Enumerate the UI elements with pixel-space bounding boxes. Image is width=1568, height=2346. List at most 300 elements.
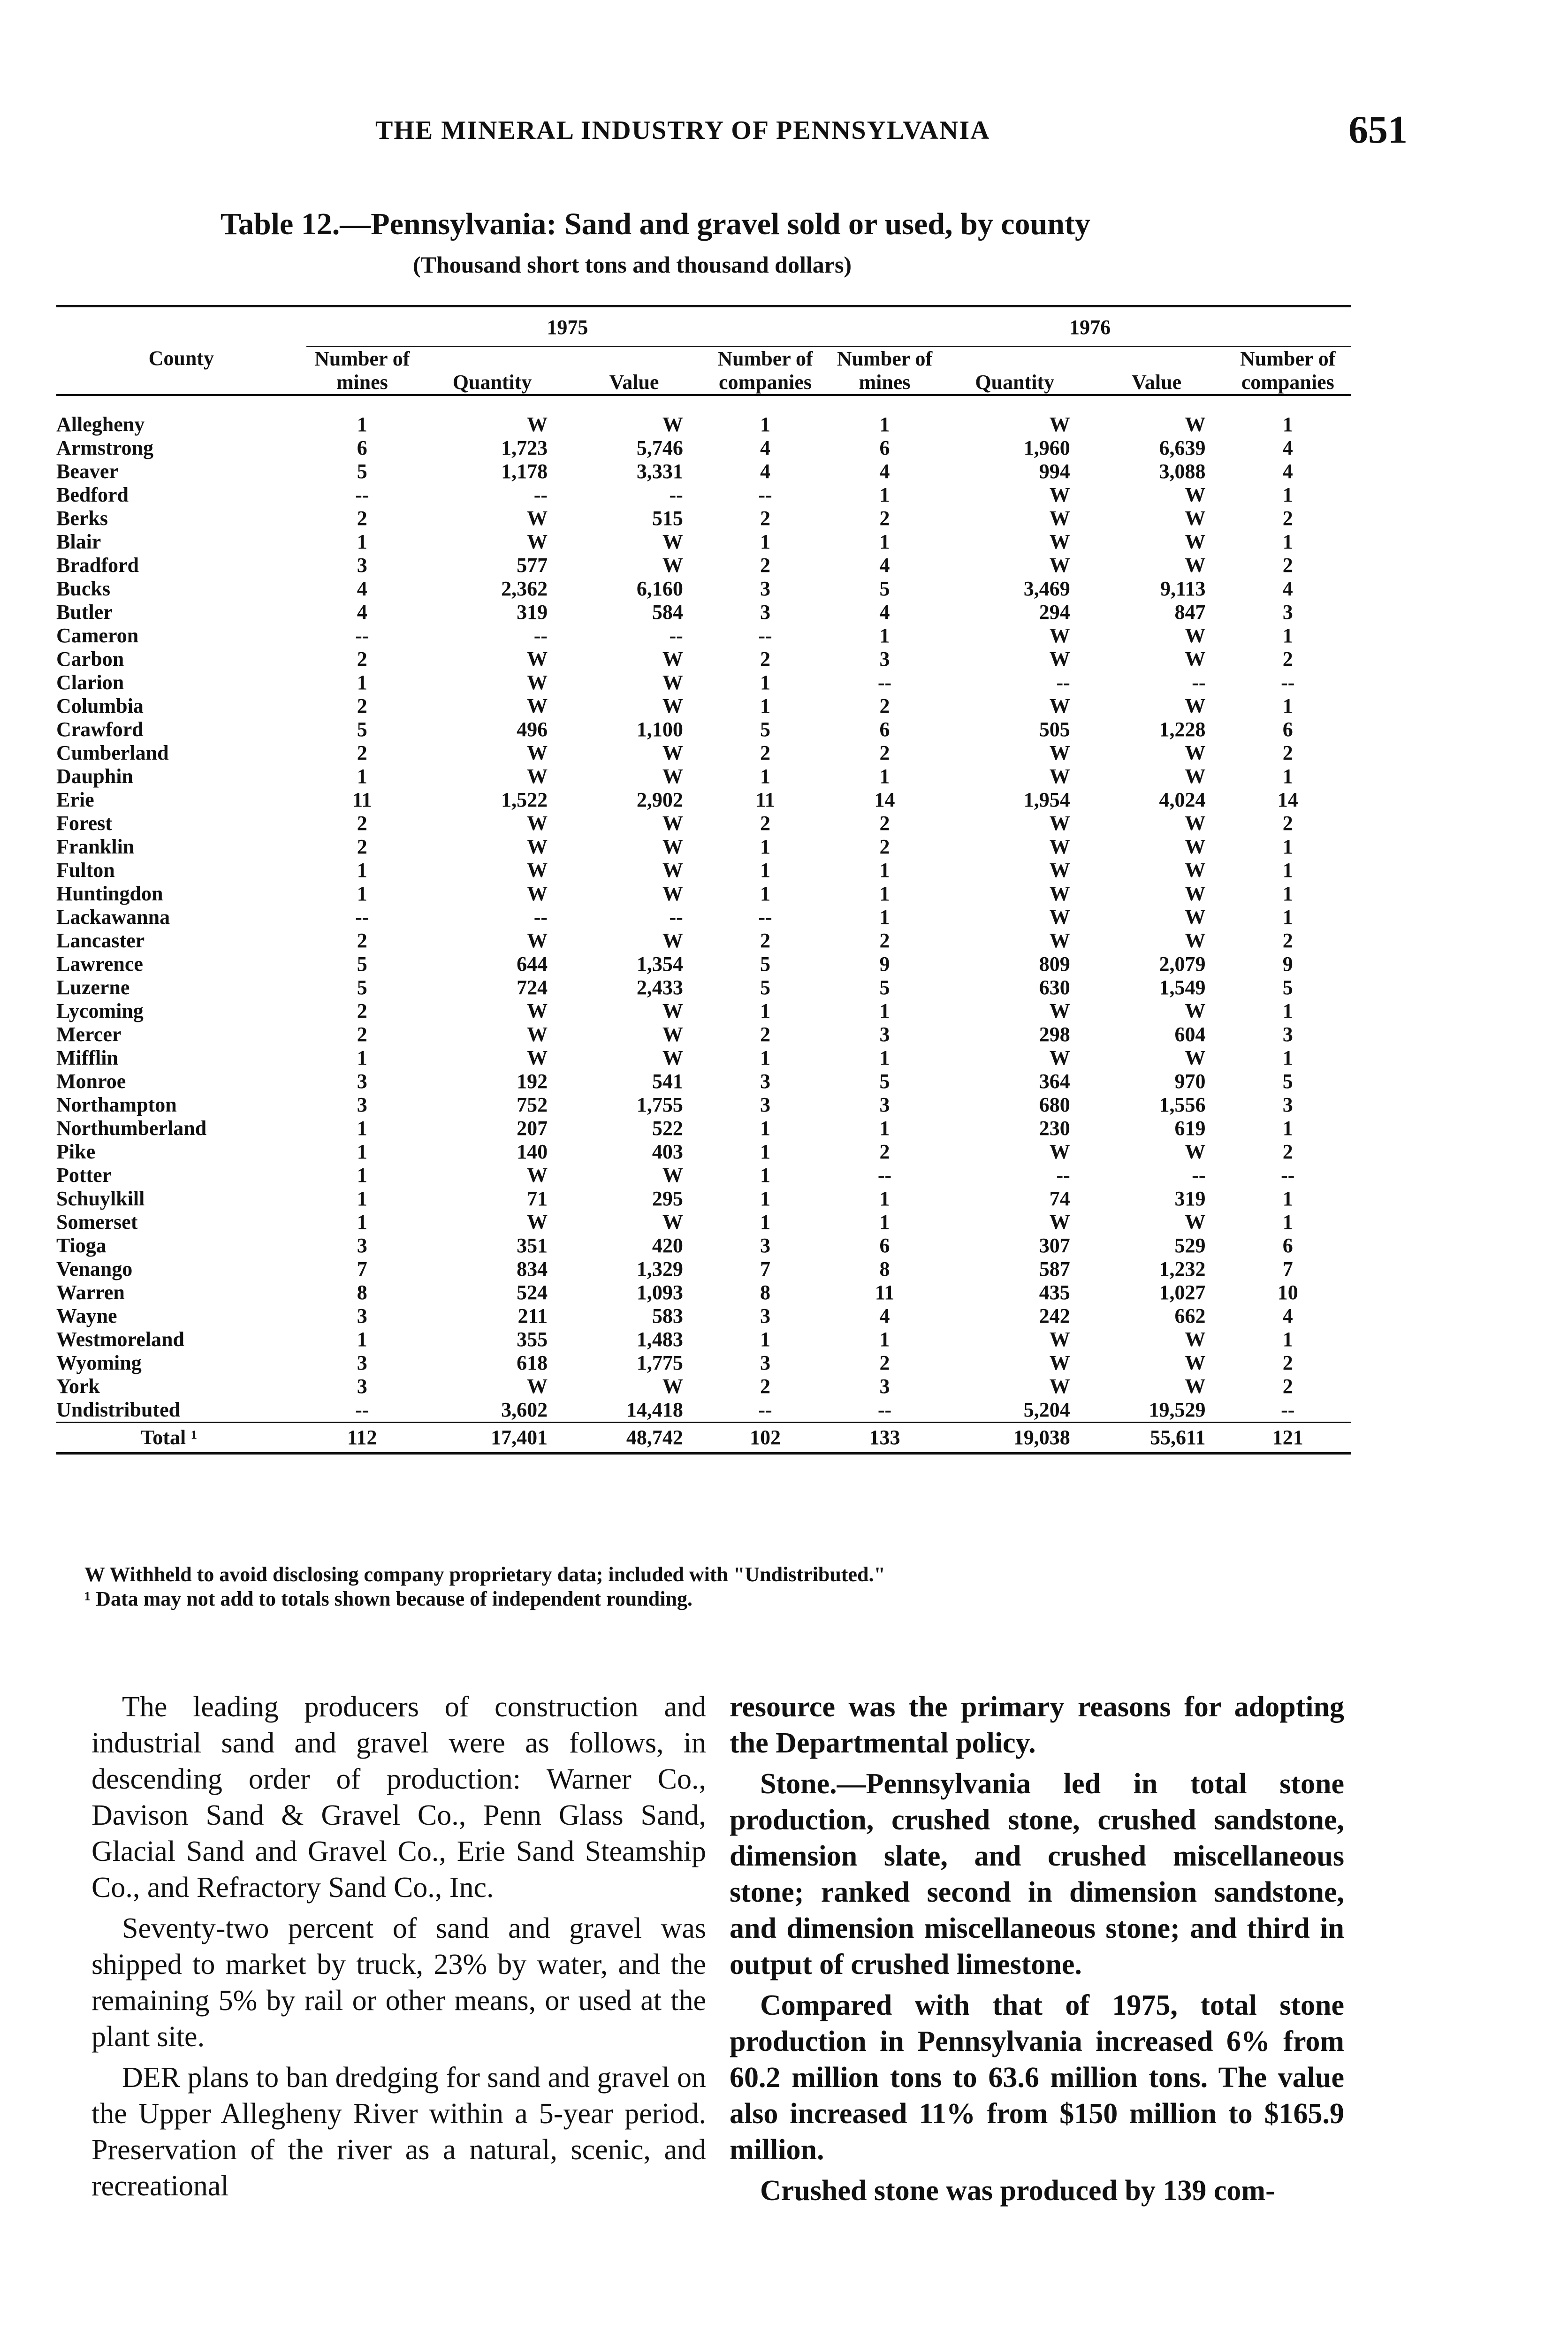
table-cell: 2	[1282, 647, 1293, 670]
quantity-1975-header: Quantity	[452, 371, 532, 394]
table-cell: 618	[517, 1351, 548, 1374]
table-cell: 724	[517, 976, 548, 999]
table-cell: 19,529	[1149, 1398, 1206, 1421]
county-name: Butler	[56, 601, 113, 624]
table-row	[56, 1257, 1351, 1281]
table-cell: 192	[517, 1070, 548, 1093]
table-cell: W	[1185, 554, 1206, 577]
table-cell: W	[1185, 906, 1206, 929]
table-row	[56, 554, 1351, 577]
county-name: Lackawanna	[56, 906, 170, 929]
table-cell: 1	[357, 1140, 367, 1163]
companies-1975-header: Number of companies	[717, 347, 813, 394]
table-cell: W	[662, 1023, 683, 1046]
table-cell: W	[527, 694, 548, 717]
table-cell: 1	[1282, 882, 1293, 905]
table-cell: 1	[760, 882, 771, 905]
table-cell: 5	[760, 976, 771, 999]
table-cell: 242	[1039, 1304, 1070, 1327]
table-cell: 1	[357, 859, 367, 882]
county-name: Bucks	[56, 577, 110, 600]
table-cell: 5	[760, 952, 771, 975]
table-cell: 2	[760, 929, 771, 952]
table-cell: W	[662, 1164, 683, 1187]
table-cell: 4,024	[1159, 788, 1206, 811]
table-row	[56, 1046, 1351, 1070]
table-cell: --	[877, 1164, 892, 1187]
county-name: Somerset	[56, 1211, 138, 1234]
table-row	[56, 1140, 1351, 1164]
table-cell: 2	[1282, 741, 1293, 764]
table-cell: 1	[760, 765, 771, 788]
table-cell: 5	[357, 952, 367, 975]
table-cell: 2	[760, 647, 771, 670]
table-cell: W	[1185, 694, 1206, 717]
table-cell: 1	[760, 530, 771, 553]
table-row	[56, 1211, 1351, 1234]
table-cell: 6,639	[1159, 436, 1206, 459]
county-name: Carbon	[56, 647, 124, 670]
table-cell: 662	[1174, 1304, 1206, 1327]
table-row	[56, 788, 1351, 812]
table-cell: 5	[879, 976, 890, 999]
table-cell: 5	[357, 460, 367, 483]
total-cell: 19,038	[941, 1423, 1089, 1454]
table-row	[56, 1234, 1351, 1257]
table-cell: W	[1049, 882, 1070, 905]
table-cell: 3	[760, 601, 771, 624]
table-cell: 505	[1039, 718, 1070, 741]
table-cell: 1	[760, 1140, 771, 1163]
body-paragraph: resource was the primary reasons for adopting the Departmental policy.	[730, 1691, 1344, 1759]
table-cell: 3	[1282, 1093, 1293, 1116]
table-cell: 4	[879, 1304, 890, 1327]
table-cell: 515	[652, 507, 683, 530]
table-cell: 2	[879, 929, 890, 952]
table-cell: 604	[1174, 1023, 1206, 1046]
table-row	[56, 483, 1351, 507]
table-cell: W	[662, 859, 683, 882]
county-name: Undistributed	[56, 1398, 181, 1421]
table-cell: --	[1056, 671, 1070, 694]
table-cell: --	[1192, 1164, 1206, 1187]
county-name: Mifflin	[56, 1046, 118, 1069]
table-cell: --	[758, 906, 772, 929]
table-cell: W	[1049, 741, 1070, 764]
table-cell: W	[662, 530, 683, 553]
table-row	[56, 812, 1351, 835]
table-cell: --	[1281, 1164, 1295, 1187]
table-cell: W	[662, 671, 683, 694]
table-cell: 2	[357, 999, 367, 1022]
table-cell: 4	[1282, 1304, 1293, 1327]
table-cell: 1	[1282, 1328, 1293, 1351]
table-cell: 1,960	[1023, 436, 1070, 459]
table-cell: --	[669, 624, 683, 647]
county-name: Northumberland	[56, 1117, 207, 1140]
table-cell: W	[1049, 554, 1070, 577]
section-text: —Pennsylvania led in total stone production, crushed stone, crushed sandstone, dimension slate, and crushed miscellaneous stone; ranked second in dimension sandstone, and dimension miscellaneous stone; and third in output of crushed limestone.	[730, 1768, 1344, 1980]
total-cell: 55,611	[1089, 1423, 1225, 1454]
table-cell: 3	[879, 1093, 890, 1116]
table-cell: 587	[1039, 1257, 1070, 1280]
table-cell: 211	[518, 1304, 548, 1327]
table-row	[56, 882, 1351, 906]
table-cell: 2	[760, 507, 771, 530]
body-column-right	[730, 1689, 1344, 2214]
table-cell: 307	[1039, 1234, 1070, 1257]
table-cell: W	[1049, 507, 1070, 530]
county-name: Beaver	[56, 460, 118, 483]
table-cell: 3	[357, 1093, 367, 1116]
county-name: Wayne	[56, 1304, 117, 1327]
table-cell: 2	[357, 812, 367, 835]
table-cell: W	[1185, 1351, 1206, 1374]
table-cell: 207	[517, 1117, 548, 1140]
table-cell: 1,178	[501, 460, 548, 483]
table-cell: 1	[760, 835, 771, 858]
table-row	[56, 694, 1351, 718]
footnote-1: ¹ Data may not add to totals shown because of independent rounding.	[84, 1587, 693, 1610]
table-cell: 752	[517, 1093, 548, 1116]
table-cell: --	[533, 906, 548, 929]
total-label: Total ¹	[56, 1423, 306, 1454]
table-cell: 3	[879, 647, 890, 670]
table-row	[56, 1351, 1351, 1375]
table-cell: 230	[1039, 1117, 1070, 1140]
county-name: Berks	[56, 507, 108, 530]
table-row	[56, 1117, 1351, 1140]
table-cell: --	[533, 483, 548, 506]
table-cell: 630	[1039, 976, 1070, 999]
table-cell: 6	[879, 718, 890, 741]
table-cell: 3,331	[636, 460, 683, 483]
table-cell: W	[1185, 882, 1206, 905]
table-cell: W	[1185, 1375, 1206, 1398]
table-row	[56, 1070, 1351, 1093]
table-cell: 1	[879, 624, 890, 647]
table-cell: 680	[1039, 1093, 1070, 1116]
table-cell: 4	[1282, 460, 1293, 483]
table-cell: 847	[1174, 601, 1206, 624]
table-cell: --	[758, 624, 772, 647]
table-cell: 74	[1049, 1187, 1070, 1210]
year-1975-header: 1975	[306, 306, 829, 347]
table-cell: 6	[357, 436, 367, 459]
table-cell: 2	[760, 741, 771, 764]
table-cell: 364	[1039, 1070, 1070, 1093]
table-cell: 1	[879, 1211, 890, 1234]
table-cell: W	[1049, 530, 1070, 553]
table-cell: --	[355, 483, 369, 506]
table-cell: W	[1049, 624, 1070, 647]
county-name: Tioga	[56, 1234, 107, 1257]
county-name: York	[56, 1375, 100, 1398]
county-name: Erie	[56, 788, 94, 811]
table-cell: 1	[357, 1117, 367, 1140]
table-cell: 6	[1282, 1234, 1293, 1257]
table-cell: 3	[357, 1375, 367, 1398]
body-paragraph: The leading producers of construction and industrial sand and gravel were as follows, in descending order of production: Warner Co., Davison Sand & Gravel Co., Penn Glass Sand, Glacial Sand and Gravel Co., Erie Sand Steamship Co., and Refractory Sand Co., Inc.	[91, 1691, 706, 1904]
county-name: Northampton	[56, 1093, 177, 1116]
table-cell: 2	[879, 507, 890, 530]
table-cell: 403	[652, 1140, 683, 1163]
county-name: Pike	[56, 1140, 96, 1163]
table-cell: W	[1185, 999, 1206, 1022]
table-cell: 3	[357, 1351, 367, 1374]
table-cell: W	[1049, 1351, 1070, 1374]
table-row	[56, 507, 1351, 530]
table-cell: W	[662, 929, 683, 952]
table-cell: W	[527, 1375, 548, 1398]
table-cell: W	[662, 812, 683, 835]
table-cell: 4	[879, 554, 890, 577]
table-cell: W	[527, 507, 548, 530]
county-name: Mercer	[56, 1023, 122, 1046]
table-row	[56, 460, 1351, 483]
table-cell: 351	[517, 1234, 548, 1257]
table-cell: 294	[1039, 601, 1070, 624]
table-cell: W	[527, 530, 548, 553]
total-cell: 102	[702, 1423, 829, 1454]
table-cell: 2	[760, 1023, 771, 1046]
companies-1976-header: Number of companies	[1240, 347, 1336, 394]
table-cell: 1,329	[636, 1257, 683, 1280]
table-cell: W	[1049, 906, 1070, 929]
county-name: Forest	[56, 812, 112, 835]
table-cell: 2	[1282, 1351, 1293, 1374]
table-cell: 2	[357, 929, 367, 952]
table-cell: 1	[1282, 1211, 1293, 1234]
quantity-1976-header: Quantity	[975, 371, 1055, 394]
table-cell: 2	[357, 694, 367, 717]
table-cell: W	[662, 999, 683, 1022]
table-cell: --	[355, 1398, 369, 1421]
table-row	[56, 1187, 1351, 1211]
value-1975-header: Value	[609, 371, 659, 394]
table-cell: 1	[357, 765, 367, 788]
table-cell: 1	[760, 1046, 771, 1069]
table-cell: 1	[1282, 694, 1293, 717]
table-cell: --	[355, 624, 369, 647]
table-cell: 970	[1174, 1070, 1206, 1093]
table-cell: 1	[760, 1328, 771, 1351]
county-name: Lancaster	[56, 929, 145, 952]
county-name: Lycoming	[56, 999, 144, 1022]
table-cell: 9	[1282, 952, 1293, 975]
table-cell: 1,027	[1159, 1281, 1206, 1304]
county-name: Westmoreland	[56, 1328, 184, 1351]
table-cell: 7	[1282, 1257, 1293, 1280]
table-cell: W	[1185, 929, 1206, 952]
table-cell: 4	[357, 577, 367, 600]
total-cell: 48,742	[566, 1423, 702, 1454]
table-cell: 5	[1282, 1070, 1293, 1093]
table-cell: W	[1049, 1140, 1070, 1163]
table-cell: --	[669, 906, 683, 929]
table-cell: 2	[879, 694, 890, 717]
table-cell: W	[1049, 835, 1070, 858]
table-cell: W	[1185, 507, 1206, 530]
table-cell: --	[877, 1398, 892, 1421]
county-name: Blair	[56, 530, 101, 553]
table-cell: --	[355, 906, 369, 929]
table-cell: W	[1049, 647, 1070, 670]
table-cell: 3	[760, 1351, 771, 1374]
table-cell: 2	[1282, 812, 1293, 835]
table-row	[56, 999, 1351, 1023]
page-number: 651	[1348, 108, 1408, 152]
table-cell: 6	[879, 436, 890, 459]
table-footnotes	[84, 1562, 1351, 1611]
table-cell: 3	[1282, 1023, 1293, 1046]
table-cell: 2,079	[1159, 952, 1206, 975]
table-cell: W	[527, 413, 548, 436]
table-cell: 14	[1277, 788, 1298, 811]
table-cell: W	[1049, 859, 1070, 882]
table-cell: 3,088	[1159, 460, 1206, 483]
running-title: THE MINERAL INDUSTRY OF PENNSYLVANIA	[375, 116, 990, 145]
table-row	[56, 601, 1351, 624]
mines-1976-header: Number of mines	[837, 347, 933, 394]
table-cell: 3	[760, 1070, 771, 1093]
table-cell: 1	[760, 413, 771, 436]
county-name: Cameron	[56, 624, 139, 647]
table-row	[56, 1023, 1351, 1046]
total-cell: 17,401	[418, 1423, 566, 1454]
table-cell: W	[1185, 1328, 1206, 1351]
table-cell: W	[662, 647, 683, 670]
table-cell: W	[1185, 765, 1206, 788]
table-cell: W	[662, 741, 683, 764]
table-cell: W	[1185, 741, 1206, 764]
table-cell: W	[1185, 1140, 1206, 1163]
table-cell: 1,093	[636, 1281, 683, 1304]
table-cell: 1	[879, 882, 890, 905]
table-cell: 1	[879, 765, 890, 788]
table-cell: 3	[760, 1234, 771, 1257]
table-cell: 1,354	[636, 952, 683, 975]
table-row	[56, 1281, 1351, 1304]
table-cell: 1	[879, 413, 890, 436]
county-name: Monroe	[56, 1070, 126, 1093]
section-lead: Stone.	[760, 1768, 837, 1800]
table-cell: --	[533, 624, 548, 647]
table-row	[56, 647, 1351, 671]
table-cell: W	[1185, 859, 1206, 882]
table-row	[56, 952, 1351, 976]
table-cell: 435	[1039, 1281, 1070, 1304]
table-row	[56, 436, 1351, 460]
table-cell: 1	[1282, 835, 1293, 858]
table-cell: 1	[357, 882, 367, 905]
table-cell: 1	[879, 1046, 890, 1069]
table-cell: 5,746	[636, 436, 683, 459]
table-cell: 1	[760, 1117, 771, 1140]
table-cell: W	[1185, 1046, 1206, 1069]
table-cell: 1,100	[636, 718, 683, 741]
table-cell: 1,483	[636, 1328, 683, 1351]
table-cell: W	[1049, 765, 1070, 788]
table-cell: 4	[1282, 436, 1293, 459]
table-cell: 619	[1174, 1117, 1206, 1140]
table-cell: 1	[1282, 859, 1293, 882]
table-cell: 1	[879, 1117, 890, 1140]
table-cell: 3	[357, 1304, 367, 1327]
table-cell: 3,602	[501, 1398, 548, 1421]
table-cell: 2	[1282, 554, 1293, 577]
table-cell: 1	[879, 1328, 890, 1351]
table-cell: W	[662, 694, 683, 717]
table-cell: 3	[879, 1023, 890, 1046]
table-cell: W	[527, 812, 548, 835]
table-cell: 3	[760, 1093, 771, 1116]
table-cell: W	[662, 1375, 683, 1398]
table-cell: W	[662, 765, 683, 788]
county-name: Huntingdon	[56, 882, 163, 905]
table-cell: 295	[652, 1187, 683, 1210]
table-cell: 3	[357, 554, 367, 577]
table-cell: W	[527, 835, 548, 858]
table-cell: 2	[357, 647, 367, 670]
table-cell: 2,902	[636, 788, 683, 811]
table-cell: 71	[527, 1187, 548, 1210]
table-subtitle: (Thousand short tons and thousand dollars)	[413, 251, 852, 278]
table-cell: 298	[1039, 1023, 1070, 1046]
table-cell: 3	[357, 1234, 367, 1257]
table-cell: W	[1049, 1328, 1070, 1351]
table-cell: 319	[1174, 1187, 1206, 1210]
table-cell: 1	[879, 530, 890, 553]
table-cell: --	[1192, 671, 1206, 694]
table-cell: 1,755	[636, 1093, 683, 1116]
table-cell: 2,362	[501, 577, 548, 600]
table-cell: 1	[879, 999, 890, 1022]
table-cell: 994	[1039, 460, 1070, 483]
table-cell: 1,232	[1159, 1257, 1206, 1280]
table-cell: 1	[1282, 906, 1293, 929]
table-cell: W	[662, 835, 683, 858]
body-paragraph	[730, 1766, 1344, 1983]
table-cell: 5	[1282, 976, 1293, 999]
table-cell: 9,113	[1160, 577, 1206, 600]
table-cell: 2,433	[636, 976, 683, 999]
table-cell: 14,418	[626, 1398, 683, 1421]
table-cell: 1	[1282, 624, 1293, 647]
body-paragraph: Compared with that of 1975, total stone production in Pennsylvania increased 6% from 60.2 million tons to 63.6 million tons. The value also increased 11% from $150 million to $165.9 million.	[730, 1989, 1344, 2166]
table-cell: W	[1049, 694, 1070, 717]
table-cell: W	[662, 554, 683, 577]
table-cell: W	[662, 882, 683, 905]
table-cell: 1	[1282, 1187, 1293, 1210]
table-cell: 6,160	[636, 577, 683, 600]
table-cell: 3	[1282, 601, 1293, 624]
footnote-w: W Withheld to avoid disclosing company proprietary data; included with "Undistributed."	[84, 1563, 885, 1586]
table-cell: 11	[875, 1281, 895, 1304]
table-cell: --	[1281, 671, 1295, 694]
table-cell: 319	[517, 601, 548, 624]
table-cell: 4	[879, 460, 890, 483]
table-cell: 3	[760, 1304, 771, 1327]
table-cell: 2	[357, 507, 367, 530]
table-cell: W	[662, 1211, 683, 1234]
table-cell: 1	[760, 694, 771, 717]
table-cell: 11	[755, 788, 775, 811]
county-name: Wyoming	[56, 1351, 142, 1374]
table-cell: 1	[879, 1187, 890, 1210]
table-cell: 14	[874, 788, 895, 811]
table-row	[56, 530, 1351, 554]
